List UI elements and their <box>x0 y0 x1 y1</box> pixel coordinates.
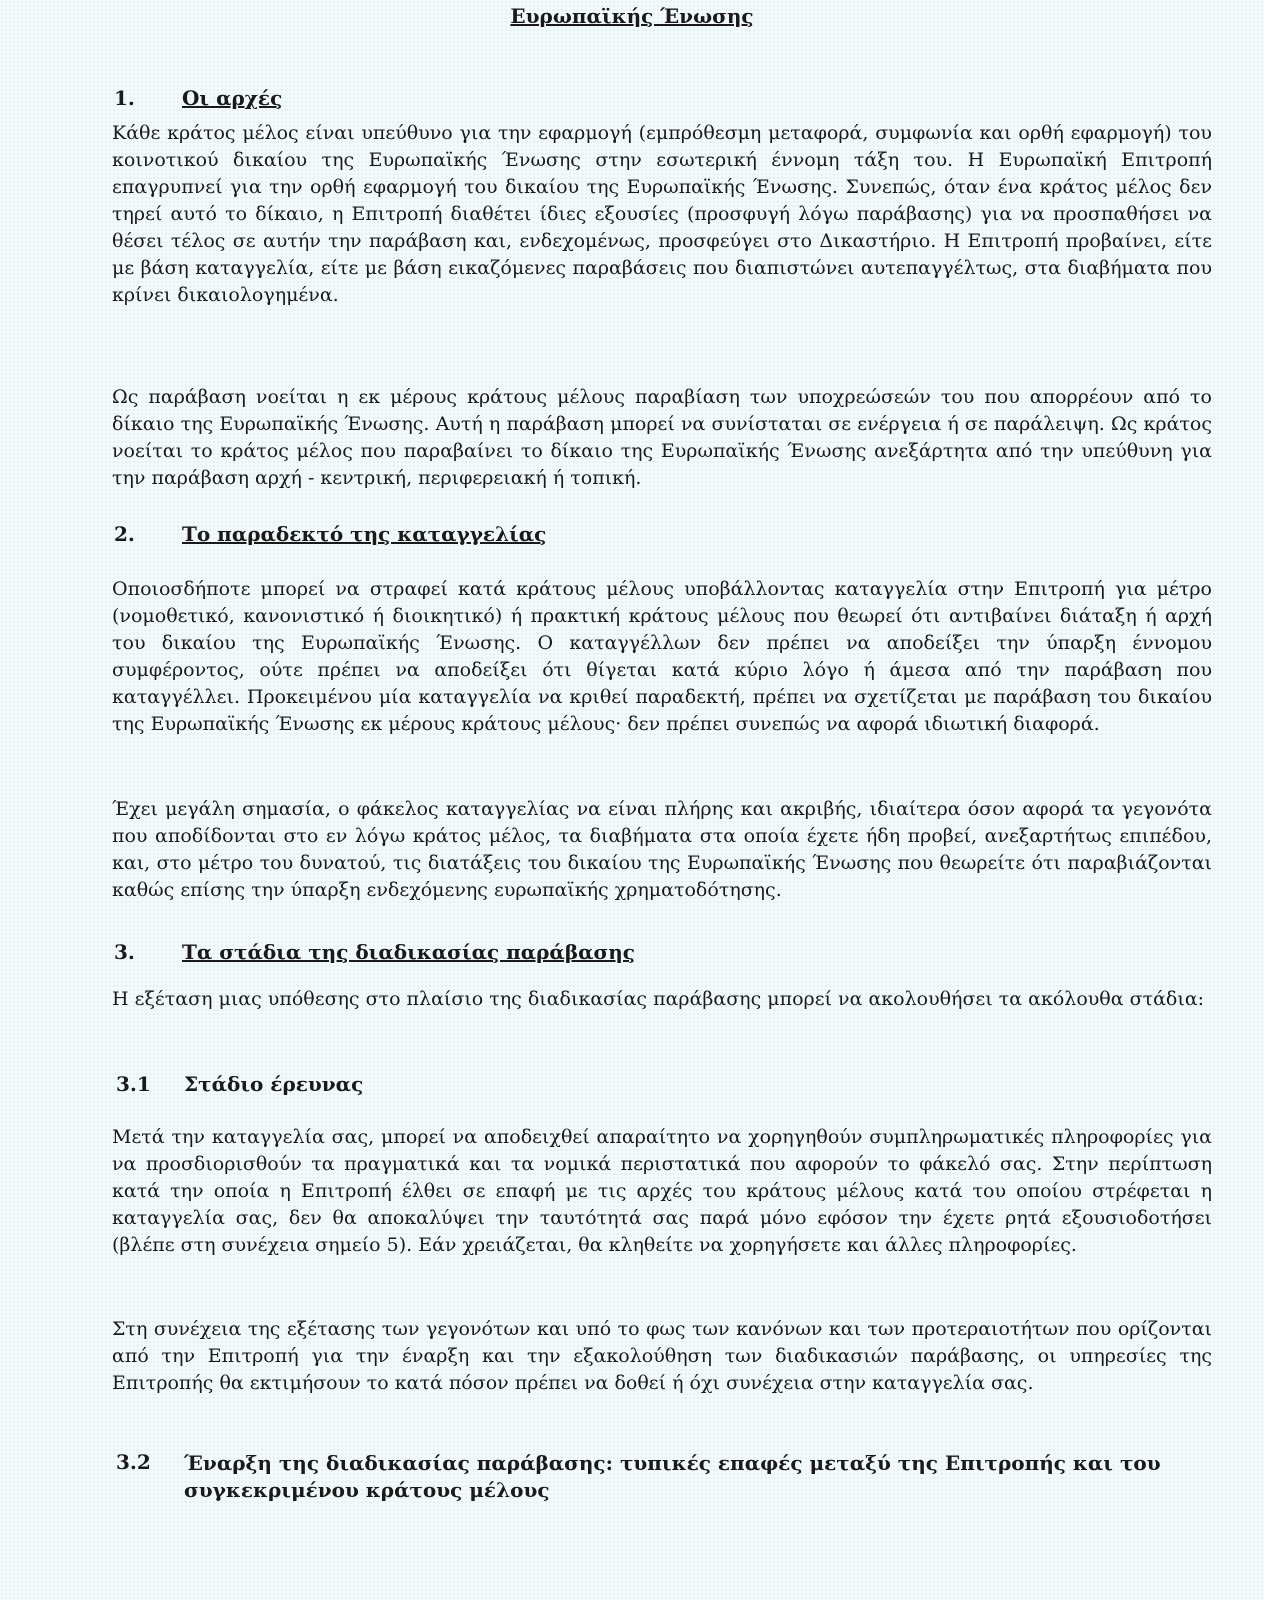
section-title: Το παραδεκτό της καταγγελίας <box>182 522 547 546</box>
subsection-title: Στάδιο έρευνας <box>184 1072 364 1096</box>
paragraph: Οποιοσδήποτε μπορεί να στραφεί κατά κράτους μέλους υποβάλλοντας καταγγελία στην Επιτροπή για μέτρο (νομοθετικό, κανονιστικό ή διοικητικό) ή πρακτική κράτους μέλους που θεωρεί ότι αντιβαίνει διάταξη ή αρχή του δικαίου της Ευρωπαϊκής Ένωσης. Ο καταγγέλλων δεν πρέπει να αποδείξει την ύπαρξη έννομου συμφέροντος, ούτε πρέπει να αποδείξει ότι θίγεται κατά κύριο λόγο ή άμεσα από την παράβαση που καταγγέλλει. Προκειμένου μία καταγγελία να κριθεί παραδεκτή, πρέπει να σχετίζεται με παράβαση του δικαίου της Ευρωπαϊκής Ένωσης εκ μέρους κράτους μέλους· δεν πρέπει συνεπώς να αφορά ιδιωτική διαφορά. <box>112 578 1212 735</box>
paragraph: Η εξέταση μιας υπόθεσης στο πλαίσιο της διαδικασίας παράβασης μπορεί να ακολουθήσει τα ακόλουθα στάδια: <box>112 988 1205 1010</box>
section-number: 2. <box>114 522 135 546</box>
paragraph: Στη συνέχεια της εξέτασης των γεγονότων και υπό το φως των κανόνων και των προτεραιοτήτων που ορίζονται από την Επιτροπή για την έναρξη και την εξακολούθηση των διαδικασιών παράβασης, οι υπηρεσίες της Επιτροπής θα εκτιμήσουν το κατά πόσον πρέπει να δοθεί ή όχι συνέχεια στην καταγγελία σας. <box>112 1318 1212 1394</box>
section-title: Οι αρχές <box>182 86 283 110</box>
subsection-3-1-heading <box>116 1072 363 1096</box>
document-top-title: Ευρωπαϊκής Ένωσης <box>510 4 754 28</box>
paragraph: Ως παράβαση νοείται η εκ μέρους κράτους μέλους παραβίαση των υποχρεώσεών του που απορρέουν από το δίκαιο της Ευρωπαϊκής Ένωσης. Αυτή η παράβαση μπορεί να συνίσταται σε ενέργεια ή σε παράλειψη. Ως κράτος νοείται το κράτος μέλος που παραβαίνει το δίκαιο της Ευρωπαϊκής Ένωσης ανεξάρτητα από την υπεύθυνη για την παράβαση αρχή - κεντρική, περιφερειακή ή τοπική. <box>112 386 1212 489</box>
section-1-heading <box>114 86 282 110</box>
paragraph: Έχει μεγάλη σημασία, ο φάκελος καταγγελίας να είναι πλήρης και ακριβής, ιδιαίτερα όσον αφορά τα γεγονότα που αποδίδονται στο εν λόγω κράτος μέλος, τα διαβήματα στα οποία έχετε ήδη προβεί, ανεξαρτήτως επιπέδου, και, στο μέτρο του δυνατού, τις διατάξεις του δικαίου της Ευρωπαϊκής Ένωσης που θεωρείτε ότι παραβιάζονται καθώς επίσης την ύπαρξη ενδεχόμενης ευρωπαϊκής χρηματοδότησης. <box>112 798 1212 901</box>
section-3-heading <box>114 940 635 964</box>
paragraph: Μετά την καταγγελία σας, μπορεί να αποδειχθεί απαραίτητο να χορηγηθούν συμπληρωματικές πληροφορίες για να προσδιορισθούν τα πραγματικά και τα νομικά περιστατικά που αφορούν το φάκελό σας. Στην περίπτωση κατά την οποία η Επιτροπή έλθει σε επαφή με τις αρχές του κράτους μέλους κατά του οποίου στρέφεται η καταγγελία σας, δεν θα αποκαλύψει την ταυτότητά σας παρά μόνο εφόσον την έχετε ρητά εξουσιοδοτήσει (βλέπε στη συνέχεια σημείο 5). Εάν χρειάζεται, θα κληθείτε να χορηγήσετε και άλλες πληροφορίες. <box>112 1126 1212 1256</box>
section-title: Τα στάδια της διαδικασίας παράβασης <box>182 940 635 964</box>
section-2-heading <box>114 522 546 546</box>
subsection-number: 3.2 <box>116 1450 151 1474</box>
subsection-3-2-heading <box>116 1450 1212 1504</box>
subsection-number: 3.1 <box>116 1072 151 1096</box>
paragraph: Κάθε κράτος μέλος είναι υπεύθυνο για την εφαρμογή (εμπρόθεσμη μεταφορά, συμφωνία και ορθή εφαρμογή) του κοινοτικού δικαίου της Ευρωπαϊκής Ένωσης στην εσωτερική έννομη τάξη του. Η Ευρωπαϊκή Επιτροπή επαγρυπνεί για την ορθή εφαρμογή του δικαίου της Ευρωπαϊκής Ένωσης. Συνεπώς, όταν ένα κράτος μέλος δεν τηρεί αυτό το δίκαιο, η Επιτροπή διαθέτει ίδιες εξουσίες (προσφυγή λόγω παράβασης) για να προσπαθήσει να θέσει τέλος σε αυτήν την παράβαση και, ενδεχομένως, προσφεύγει στο Δικαστήριο. Η Επιτροπή προβαίνει, είτε με βάση καταγγελία, είτε με βάση εικαζόμενες παραβάσεις που διαπιστώνει αυτεπαγγέλτως, στα διαβήματα που κρίνει δικαιολογημένα. <box>112 122 1212 306</box>
subsection-title: Έναρξη της διαδικασίας παράβασης: τυπικές επαφές μεταξύ της Επιτροπής και του συγκεκριμένου κράτους μέλους <box>184 1451 1161 1502</box>
section-number: 1. <box>114 86 135 110</box>
section-number: 3. <box>114 940 135 964</box>
